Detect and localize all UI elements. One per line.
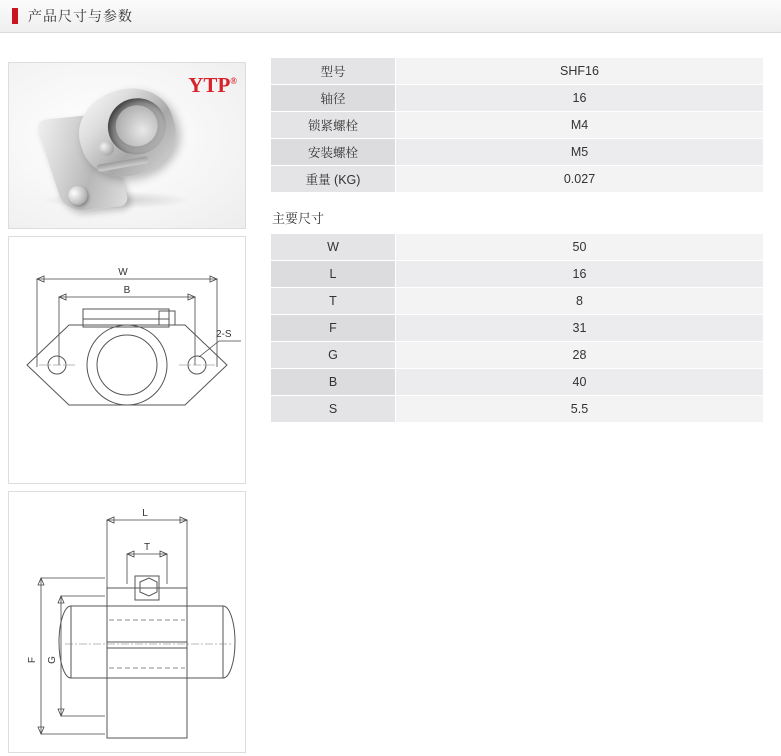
dimension-value: 8: [396, 288, 764, 315]
svg-text:B: B: [123, 285, 131, 296]
dimension-value: 50: [396, 234, 764, 261]
spec-value: M4: [396, 112, 764, 139]
table-row: [271, 58, 764, 85]
dimension-value: 31: [396, 315, 764, 342]
side-view-svg: [9, 492, 245, 752]
side-view-drawing: [8, 491, 246, 753]
brand-logo-mark: ®: [230, 76, 237, 86]
dimension-label: G: [271, 342, 396, 369]
svg-text:F: F: [27, 656, 38, 664]
dimension-table-body: [271, 234, 764, 423]
spec-table-body: [271, 58, 764, 193]
table-row: [271, 342, 764, 369]
spec-column: [270, 57, 770, 423]
dimension-value: 28: [396, 342, 764, 369]
spec-label: 重量 (KG): [271, 166, 396, 193]
table-row: [271, 315, 764, 342]
svg-text:W: W: [118, 267, 128, 278]
section-header: [0, 0, 781, 33]
svg-text:G: G: [47, 656, 58, 664]
dimension-value: 16: [396, 261, 764, 288]
front-view-svg: [9, 237, 245, 483]
spec-value: 16: [396, 85, 764, 112]
dimension-label: L: [271, 261, 396, 288]
spec-value: SHF16: [396, 58, 764, 85]
spec-label: 轴径: [271, 85, 396, 112]
table-row: [271, 112, 764, 139]
header-accent-bar: [12, 8, 18, 24]
product-photo: [8, 62, 246, 229]
spec-label: 锁紧螺栓: [271, 112, 396, 139]
dimension-label: S: [271, 396, 396, 423]
dimension-label: B: [271, 369, 396, 396]
table-row: [271, 288, 764, 315]
table-row: [271, 85, 764, 112]
spec-value: M5: [396, 139, 764, 166]
spec-label: 型号: [271, 58, 396, 85]
dimension-label: T: [271, 288, 396, 315]
table-row: [271, 261, 764, 288]
table-row: [271, 139, 764, 166]
dimension-label: F: [271, 315, 396, 342]
page-title: 产品尺寸与参数: [28, 8, 133, 24]
dimension-label: W: [271, 234, 396, 261]
table-row: [271, 369, 764, 396]
svg-text:2-S: 2-S: [216, 329, 232, 340]
svg-text:L: L: [142, 508, 148, 519]
spec-value: 0.027: [396, 166, 764, 193]
dimension-table: [270, 233, 764, 423]
dimension-value: 5.5: [396, 396, 764, 423]
dimension-section-title: 主要尺寸: [272, 211, 325, 226]
brand-logo: [188, 73, 237, 98]
svg-text:T: T: [143, 542, 151, 553]
brand-logo-text: YTP: [188, 73, 231, 97]
spec-table: [270, 57, 764, 193]
table-row: [271, 166, 764, 193]
dimension-value: 40: [396, 369, 764, 396]
image-column: [8, 62, 248, 753]
table-row: [271, 234, 764, 261]
front-view-drawing: [8, 236, 246, 484]
spec-label: 安装螺栓: [271, 139, 396, 166]
table-row: [271, 396, 764, 423]
